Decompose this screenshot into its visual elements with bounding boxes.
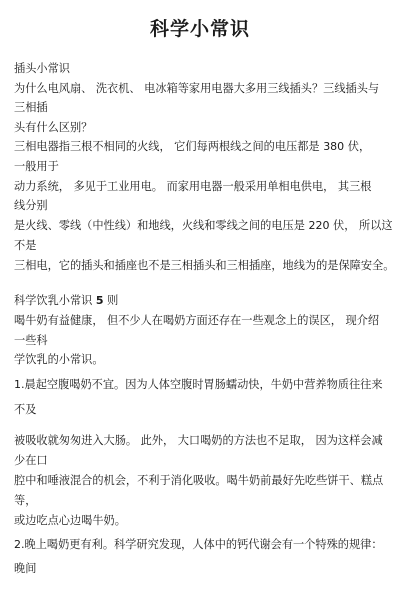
count-value: 5 [95,294,104,307]
text-line: 不及 [14,403,37,416]
text-line: 喝牛奶有益健康， 但不少人在喝奶方面还存在一些观念上的误区， 现介绍 [14,314,380,327]
text-line [14,140,370,154]
text-line: 头有什么区别？ [14,121,93,134]
text-segment: 科学饮乳小常识 [14,294,93,307]
text-segment: 伏， 所以这 [333,219,393,232]
list-item-1 [14,378,383,392]
text-segment: .晚上喝奶更有利。科学研究发现，人体中的钙代谢会有一个特殊的规律： [21,538,383,551]
text-line: 学饮乳的小常识。 [14,353,104,366]
text-line: 或边吃点心边喝牛奶。 [14,514,126,527]
text-segment: 则 [107,294,119,307]
text-line: 晚间 [14,562,37,575]
section-heading-plug: 插头小常识 [14,62,70,75]
text-line: 被吸收就匆匆进入大肠。 此外， 大口喝奶的方法也不足取， 因为这样会减 [14,434,383,447]
list-number: 2 [14,538,21,551]
text-line: 腔中和唾液混合的机会，不利于消化吸收。喝牛奶前最好先吃些饼干、糕点 [14,474,384,487]
text-line: 一般用于 [14,160,59,173]
text-line: 一些科 [14,334,48,347]
text-line: 等， [14,494,37,507]
text-segment: 是火线、零线（中性线）和地线，火线和零线之间的电压是 [14,219,305,232]
text-segment: .晨起空腹喝奶不宜。因为人体空腹时胃肠蠕动快，牛奶中营养物质往往来 [21,378,383,391]
section-heading-milk [14,294,118,308]
text-line: 三相电，它的插头和插座也不是三相插头和三相插座，地线为的是保障安全。 [14,259,395,272]
text-line: 三相插 [14,101,48,114]
text-line: 少在口 [14,454,48,467]
text-line: 为什么电风扇、 洗衣机、 电冰箱等家用电器大多用三线插头？三线插头与 [14,82,380,95]
document-title: 科学小常识 [149,18,250,40]
text-line: 动力系统， 多见于工业用电。 而家用电器一般采用单相电供电， 其三根 [14,180,372,193]
text-segment: 三相电器指三根不相同的火线， 它们每两根线之间的电压都是 [14,140,320,153]
voltage-value: 220 [308,219,330,232]
text-line: 线分别 [14,199,48,212]
list-item-2 [14,538,383,552]
voltage-value: 380 [323,140,345,153]
list-number: 1 [14,378,21,391]
text-segment: 伏， [347,140,371,153]
text-line [14,219,393,233]
text-line: 不是 [14,239,37,252]
